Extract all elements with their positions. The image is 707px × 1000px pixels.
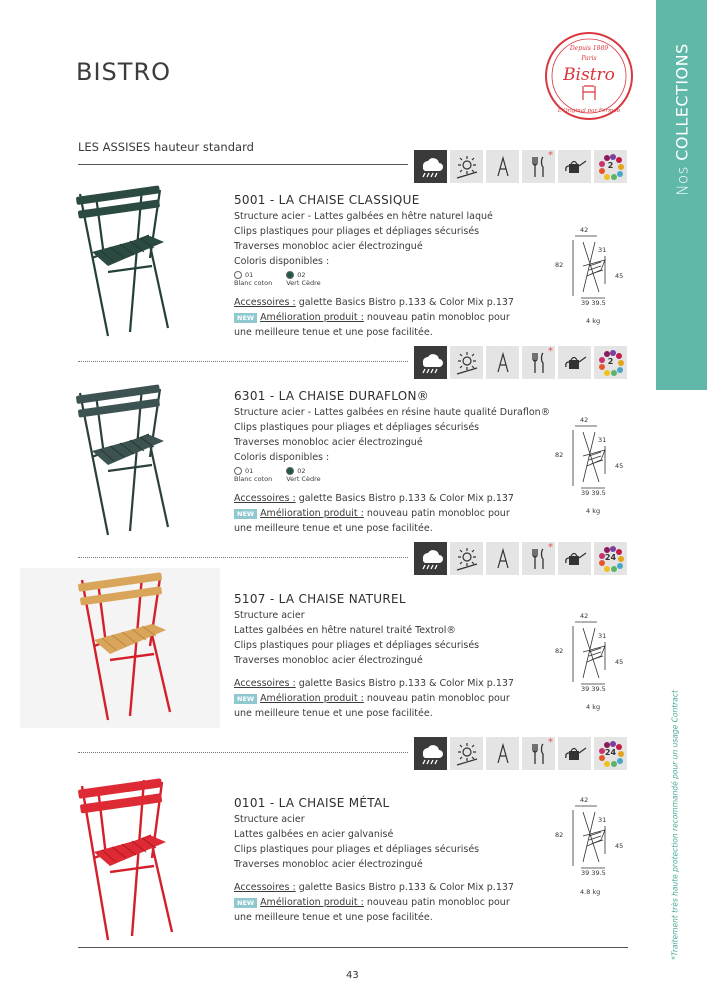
rain-icon (414, 737, 447, 770)
weight: 4 kg (586, 507, 601, 515)
product-metal: 0101 - LA CHAISE MÉTAL Structure acier Lattes galbées en acier galvanisé Clips plastiques pour pliages et dépliages sécurisés Traverses monobloc acier électrozingué Accessoires : galette Basics Bistro p.133 & Color Mix p.137 NEW Amélioration produit : nouveau patin monobloc pour une meilleure tenue et une pose facilitée. (234, 796, 514, 923)
swatch-vert-cedre[interactable]: 02 Vert Cèdre (286, 271, 321, 287)
page-number: 43 (346, 970, 359, 981)
watering-can-icon (558, 542, 591, 575)
chair-photo-metal (52, 772, 192, 947)
color-swatches (234, 271, 514, 287)
section-label: LES ASSISES hauteur standard (78, 140, 254, 154)
hand-fold-icon (486, 542, 519, 575)
product-naturel: 5107 - LA CHAISE NATUREL Structure acier Lattes galbées en hêtre naturel traité Textrol® Clips plastiques pour pliages et dépliages sécurisés Traverses monobloc acier électrozingué Accessoires : galette Basics Bistro p.133 & Color Mix p.137 NEW Amélioration produit : nouveau patin monobloc pour une meilleure tenue et une pose facilitée. (234, 592, 514, 719)
new-badge: NEW (234, 898, 257, 908)
color-palette-icon (594, 346, 627, 379)
new-badge: NEW (234, 313, 257, 323)
svg-text:Bistro: Bistro (563, 65, 615, 85)
chair-photo-classique (52, 176, 182, 341)
product-duraflon: 6301 - LA CHAISE DURAFLON® Structure acier - Lattes galbées en résine haute qualité Duraflon® Clips plastiques pour pliages et dépliages sécurisés Traverses monobloc acier électrozingué Coloris disponibles : 01 Blanc coton 02 Vert Cèdre Accessoires : galette Basics Bistro p.133 & Color Mix p.137 NEW Amélioration produit : nouveau patin monobloc pour une meilleure tenue et une pose facilitée. (234, 389, 551, 534)
color-palette-icon (594, 150, 627, 183)
page-title: BISTRO (76, 58, 172, 86)
product-icon-bar (414, 737, 627, 770)
weight: 4 kg (586, 317, 601, 325)
new-badge: NEW (234, 509, 257, 519)
swatch-blanc-coton[interactable]: 01 Blanc coton (234, 467, 273, 483)
product-classique: 5001 - LA CHAISE CLASSIQUE Structure acier - Lattes galbées en hêtre naturel laqué Clips plastiques pour pliages et dépliages sécurisés Traverses monobloc acier électrozingué Coloris disponibles : 01 Blanc coton 02 Vert Cèdre Accessoires : galette Basics Bistro p.133 & Color Mix p.137 NEW Amélioration produit : nouveau patin monobloc pour une meilleure tenue et une pose facilitée. (234, 193, 514, 338)
new-badge: NEW (234, 694, 257, 704)
footer-divider (78, 947, 628, 948)
palette-count: 2 (607, 357, 614, 366)
product-icon-bar (414, 150, 627, 183)
svg-text:L'Original par Fermob: L'Original par Fermob (557, 108, 621, 114)
palette-count: 24 (604, 553, 617, 562)
weight: 4 kg (586, 703, 601, 711)
dimension-diagram: 42 31 82 45 39 39.5 (555, 226, 624, 307)
product-title: 0101 - LA CHAISE MÉTAL (234, 796, 390, 810)
swatch-vert-cedre[interactable]: 02 Vert Cèdre (286, 467, 321, 483)
swatch-blanc-coton[interactable]: 01 Blanc coton (234, 271, 273, 287)
sun-icon (450, 542, 483, 575)
chair-photo-duraflon (52, 375, 182, 540)
watering-can-icon (558, 150, 591, 183)
rain-icon (414, 346, 447, 379)
fork-knife-icon: * (522, 542, 555, 575)
bistro-logo (543, 30, 635, 122)
weight: 4.8 kg (580, 888, 601, 896)
palette-count: 24 (604, 748, 617, 757)
dimension-diagram: 42 31 82 45 39 39.5 (555, 612, 624, 693)
sun-icon (450, 737, 483, 770)
hand-fold-icon (486, 346, 519, 379)
product-icon-bar (414, 346, 627, 379)
product-icon-bar (414, 542, 627, 575)
side-note: *Traitement très haute protection recommandé pour un usage Contract (670, 690, 680, 960)
color-palette-icon (594, 542, 627, 575)
rain-icon (414, 150, 447, 183)
fork-knife-icon: * (522, 150, 555, 183)
watering-can-icon (558, 737, 591, 770)
svg-text:Paris: Paris (581, 55, 597, 62)
product-title: 5001 - LA CHAISE CLASSIQUE (234, 193, 420, 207)
dimension-diagram: 42 31 82 45 39 39.5 (555, 416, 624, 497)
side-tab-label: Nos COLLECTIONS (672, 43, 691, 196)
fork-knife-icon: * (522, 346, 555, 379)
hand-fold-icon (486, 737, 519, 770)
section-divider (78, 164, 408, 165)
watering-can-icon (558, 346, 591, 379)
rain-icon (414, 542, 447, 575)
fork-knife-icon: * (522, 737, 555, 770)
sun-icon (450, 346, 483, 379)
svg-text:Depuis 1889: Depuis 1889 (569, 45, 609, 52)
chair-photo-naturel (20, 568, 220, 728)
product-divider (78, 752, 408, 753)
product-title: 5107 - LA CHAISE NATUREL (234, 592, 406, 606)
hand-fold-icon (486, 150, 519, 183)
dimension-diagram: 42 31 82 45 39 39.5 (555, 796, 624, 877)
product-title: 6301 - LA CHAISE DURAFLON® (234, 389, 430, 403)
product-divider (78, 557, 408, 558)
palette-count: 2 (607, 161, 614, 170)
product-divider (78, 361, 408, 362)
color-swatches (234, 467, 550, 483)
sun-icon (450, 150, 483, 183)
color-palette-icon (594, 737, 627, 770)
